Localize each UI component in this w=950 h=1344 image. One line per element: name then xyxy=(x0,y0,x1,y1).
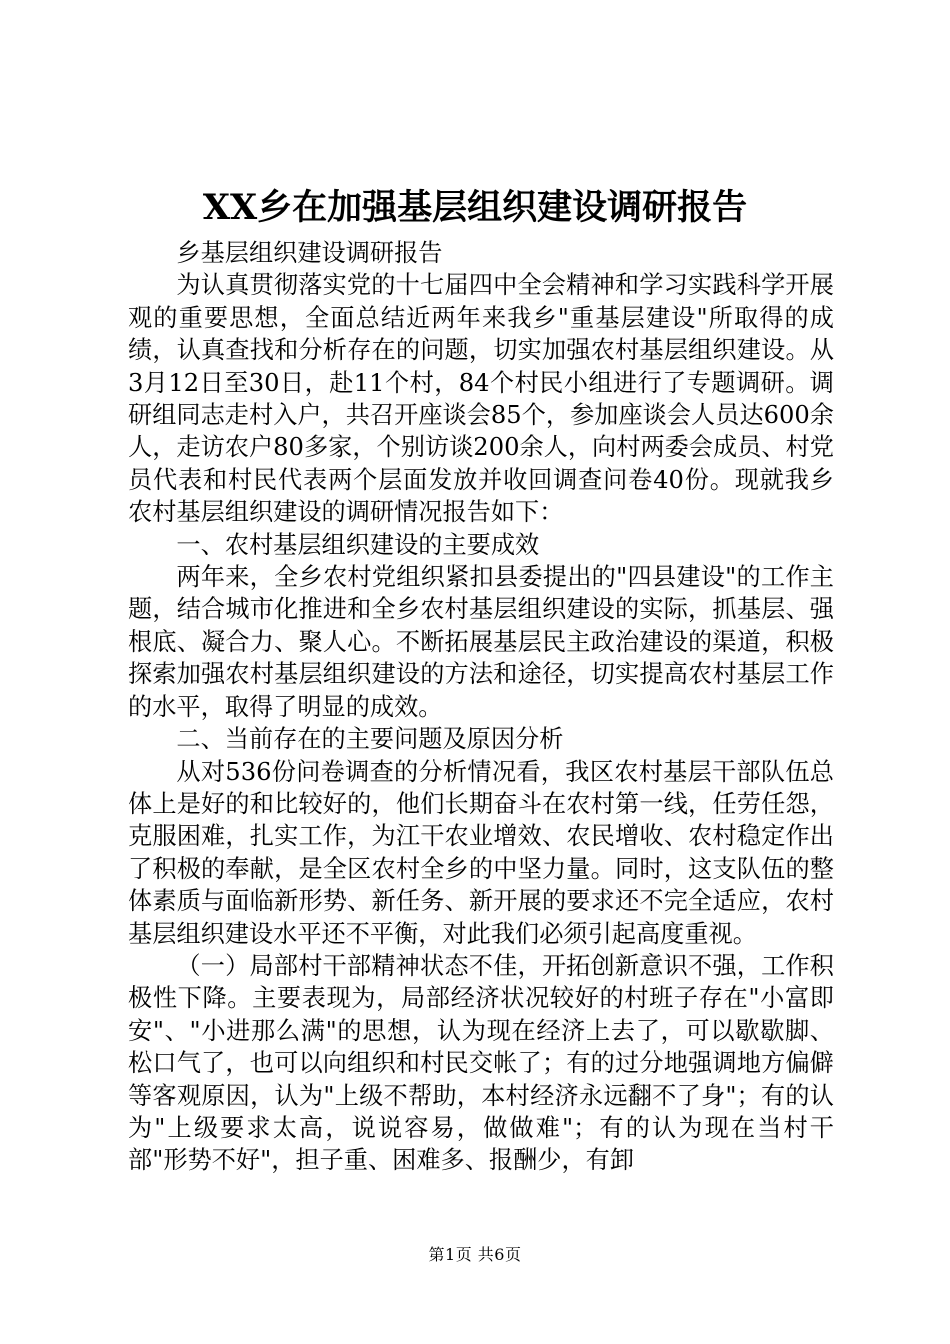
document-title: XX乡在加强基层组织建设调研报告 xyxy=(202,187,748,228)
section-heading-1: 一、农村基层组织建设的主要成效 xyxy=(176,530,540,559)
page-footer: 第1页 共6页 xyxy=(428,1245,522,1264)
paragraph-problem-1: （一）局部村干部精神状态不佳，开拓创新意识不强，工作积极性下降。主要表现为，局部经济状况较好的村班子存在"小富即安"、"小进那么满"的思想，认为现在经济上去了，可以歇歇脚、松口气了，也可以向组织和村民交帐了；有的过分地强调地方偏僻等客观原因，认为"上级不帮助，本村经济永远翻不了身"；有的认为"上级要求太高，说说容易，做做难"；有的认为现在当村干部"形势不好"，担子重、困难多、报酬少，有卸 xyxy=(128,951,834,1175)
document-body xyxy=(128,237,834,1177)
paragraph-subtitle: 乡基层组织建设调研报告 xyxy=(176,239,443,267)
paragraph-analysis: 从对536份问卷调查的分析情况看，我区农村基层干部队伍总体上是好的和比较好的，他们长期奋斗在农村第一线，任劳任怨，克服困难，扎实工作，为江干农业增效、农民增收、农村稳定作出了积极的奉献，是全区农村全乡的中坚力量。同时，这支队伍的整体素质与面临新形势、新任务、新开展的要求还不完全适应，农村基层组织建设水平还不平衡，对此我们必须引起高度重视。 xyxy=(128,757,834,948)
paragraph-achievements: 两年来，全乡农村党组织紧扣县委提出的"四县建设"的工作主题，结合城市化推进和全乡农村基层组织建设的实际，抓基层、强根底、凝合力、聚人心。不断拓展基层民主政治建设的渠道，积极探索加强农村基层组织建设的方法和途径，切实提高农村基层工作的水平，取得了明显的成效。 xyxy=(128,563,834,721)
section-heading-2: 二、当前存在的主要问题及原因分析 xyxy=(176,725,564,754)
paragraph-intro: 为认真贯彻落实党的十七届四中全会精神和学习实践科学开展观的重要思想，全面总结近两年来我乡"重基层建设"所取得的成绩，认真查找和分析存在的问题，切实加强农村基层组织建设。从3月12日至30日，赴11个村，84个村民小组进行了专题调研。调研组同志走村入户，共召开座谈会85个，参加座谈会人员达600余人，走访农户80多家，个别访谈200余人，向村两委会成员、村党员代表和村民代表两个层面发放并收回调查问卷40份。现就我乡农村基层组织建设的调研情况报告如下： xyxy=(128,271,834,527)
